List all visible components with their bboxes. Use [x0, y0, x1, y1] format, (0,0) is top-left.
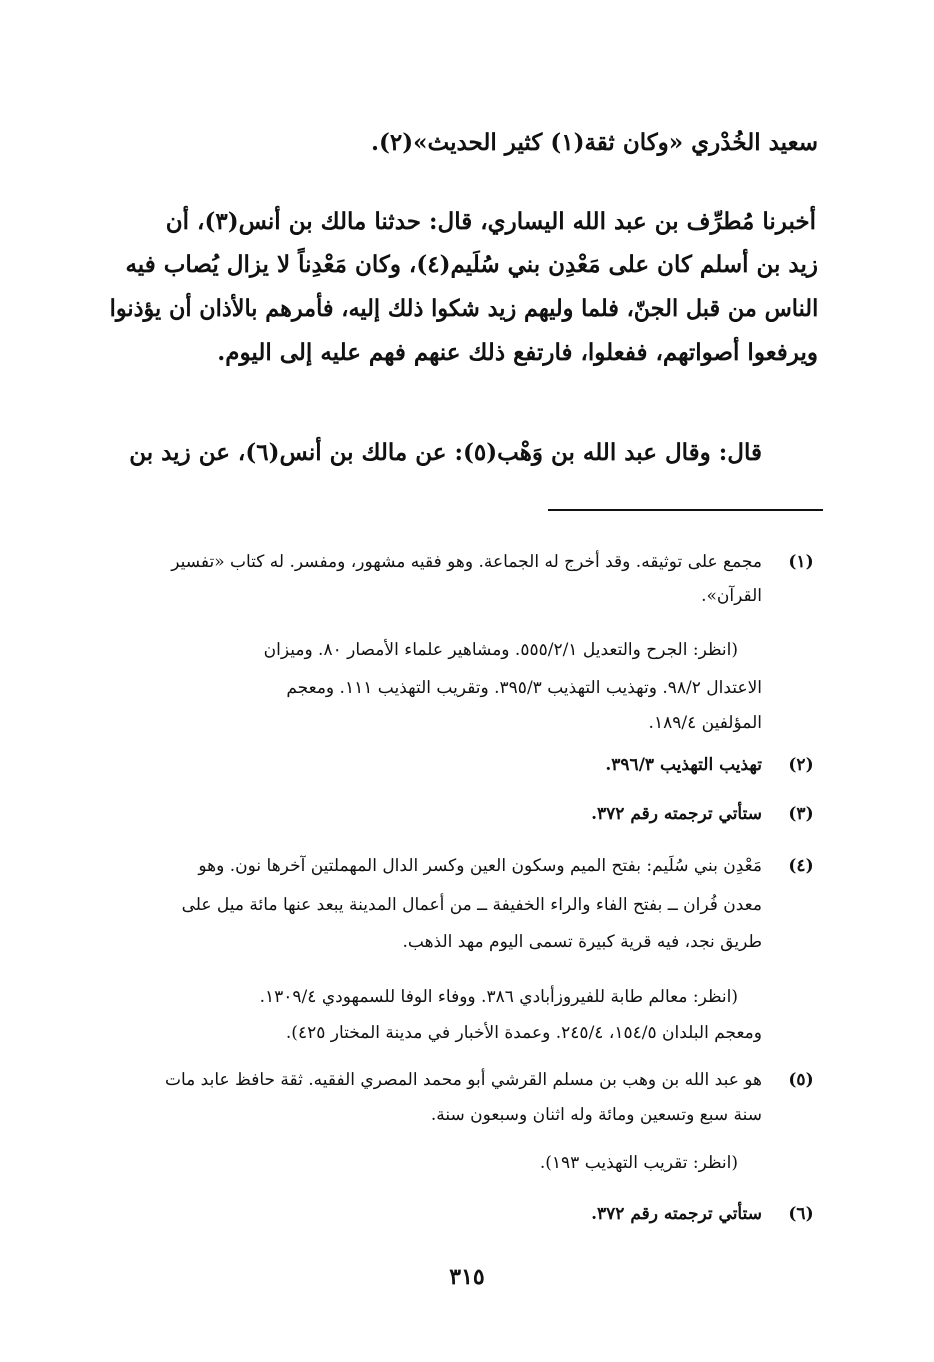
body-line: زيد بن أسلم كان على مَعْدِن بني سُلَيم(٤)، وكان مَعْدِناً لا يزال يُصاب فيه	[125, 251, 818, 278]
footnote-number: (٤)	[788, 856, 814, 876]
footnote-line: طريق نجد، فيه قرية كبيرة تسمى اليوم مهد الذهب.	[402, 932, 762, 952]
footnote-line: القرآن».	[701, 586, 762, 606]
footnote-divider	[548, 509, 823, 511]
footnote-number: (١)	[788, 552, 814, 572]
body-line: قال: وقال عبد الله بن وَهْب(٥): عن مالك بن أنس(٦)، عن زيد بن	[129, 439, 762, 466]
footnote-number: (٦)	[788, 1204, 814, 1224]
footnote-ref-line: الاعتدال ٩٨/٢. وتهذيب التهذيب ٣٩٥/٣. وتقريب التهذيب ١١١. ومعجم	[286, 678, 762, 698]
footnote-number: (٣)	[788, 804, 814, 824]
footnote-line: تهذيب التهذيب ٣٩٦/٣.	[605, 755, 762, 775]
footnote-number: (٥)	[788, 1070, 814, 1090]
footnote-ref-line: (انظر: الجرح والتعديل ٥٥٥/٢/١. ومشاهير علماء الأمصار ٨٠. وميزان	[263, 640, 738, 660]
footnote-line: مجمع على توثيقه. وقد أخرج له الجماعة. وهو فقيه مشهور، ومفسر. له كتاب «تفسير	[171, 552, 762, 572]
page-number: ٣١٥	[449, 1264, 485, 1290]
body-line: الناس من قبل الجنّ، فلما وليهم زيد شكوا ذلك إليه، فأمرهم بالأذان أن يؤذنوا	[109, 295, 818, 322]
footnote-line: مَعْدِن بني سُلَيم: بفتح الميم وسكون العين وكسر الدال المهملتين آخرها نون. وهو	[198, 856, 762, 876]
footnote-number: (٢)	[788, 755, 814, 775]
body-line: أخبرنا مُطرِّف بن عبد الله اليساري، قال: حدثنا مالك بن أنس(٣)، أن	[165, 208, 816, 235]
footnote-line: ستأتي ترجمته رقم ٣٧٢.	[591, 1204, 762, 1224]
footnote-line: هو عبد الله بن وهب بن مسلم القرشي أبو محمد المصري الفقيه. ثقة حافظ عابد مات	[164, 1070, 762, 1090]
body-line: ويرفعوا أصواتهم، ففعلوا، فارتفع ذلك عنهم فهم عليه إلى اليوم.	[217, 339, 818, 366]
footnote-ref-line: (انظر: تقريب التهذيب ١٩٣).	[539, 1153, 738, 1173]
footnote-line: ستأتي ترجمته رقم ٣٧٢.	[591, 804, 762, 824]
footnote-line: معدن فُران ــ بفتح الفاء والراء الخفيفة ــ من أعمال المدينة يبعد عنها مائة ميل على	[181, 895, 762, 915]
footnote-ref-line: (انظر: معالم طابة للفيروزأبادي ٣٨٦. ووفاء الوفا للسمهودي ١٣٠٩/٤.	[259, 987, 738, 1007]
footnote-ref-line: المؤلفين ١٨٩/٤.	[648, 713, 762, 733]
body-line: سعيد الخُدْري «وكان ثقة(١) كثير الحديث»(٢).	[370, 129, 818, 156]
footnote-ref-line: ومعجم البلدان ١٥٤/٥، ٢٤٥/٤. وعمدة الأخبار في مدينة المختار ٤٢٥).	[285, 1023, 762, 1043]
footnote-line: سنة سبع وتسعين ومائة وله اثنان وسبعون سنة.	[430, 1105, 762, 1125]
